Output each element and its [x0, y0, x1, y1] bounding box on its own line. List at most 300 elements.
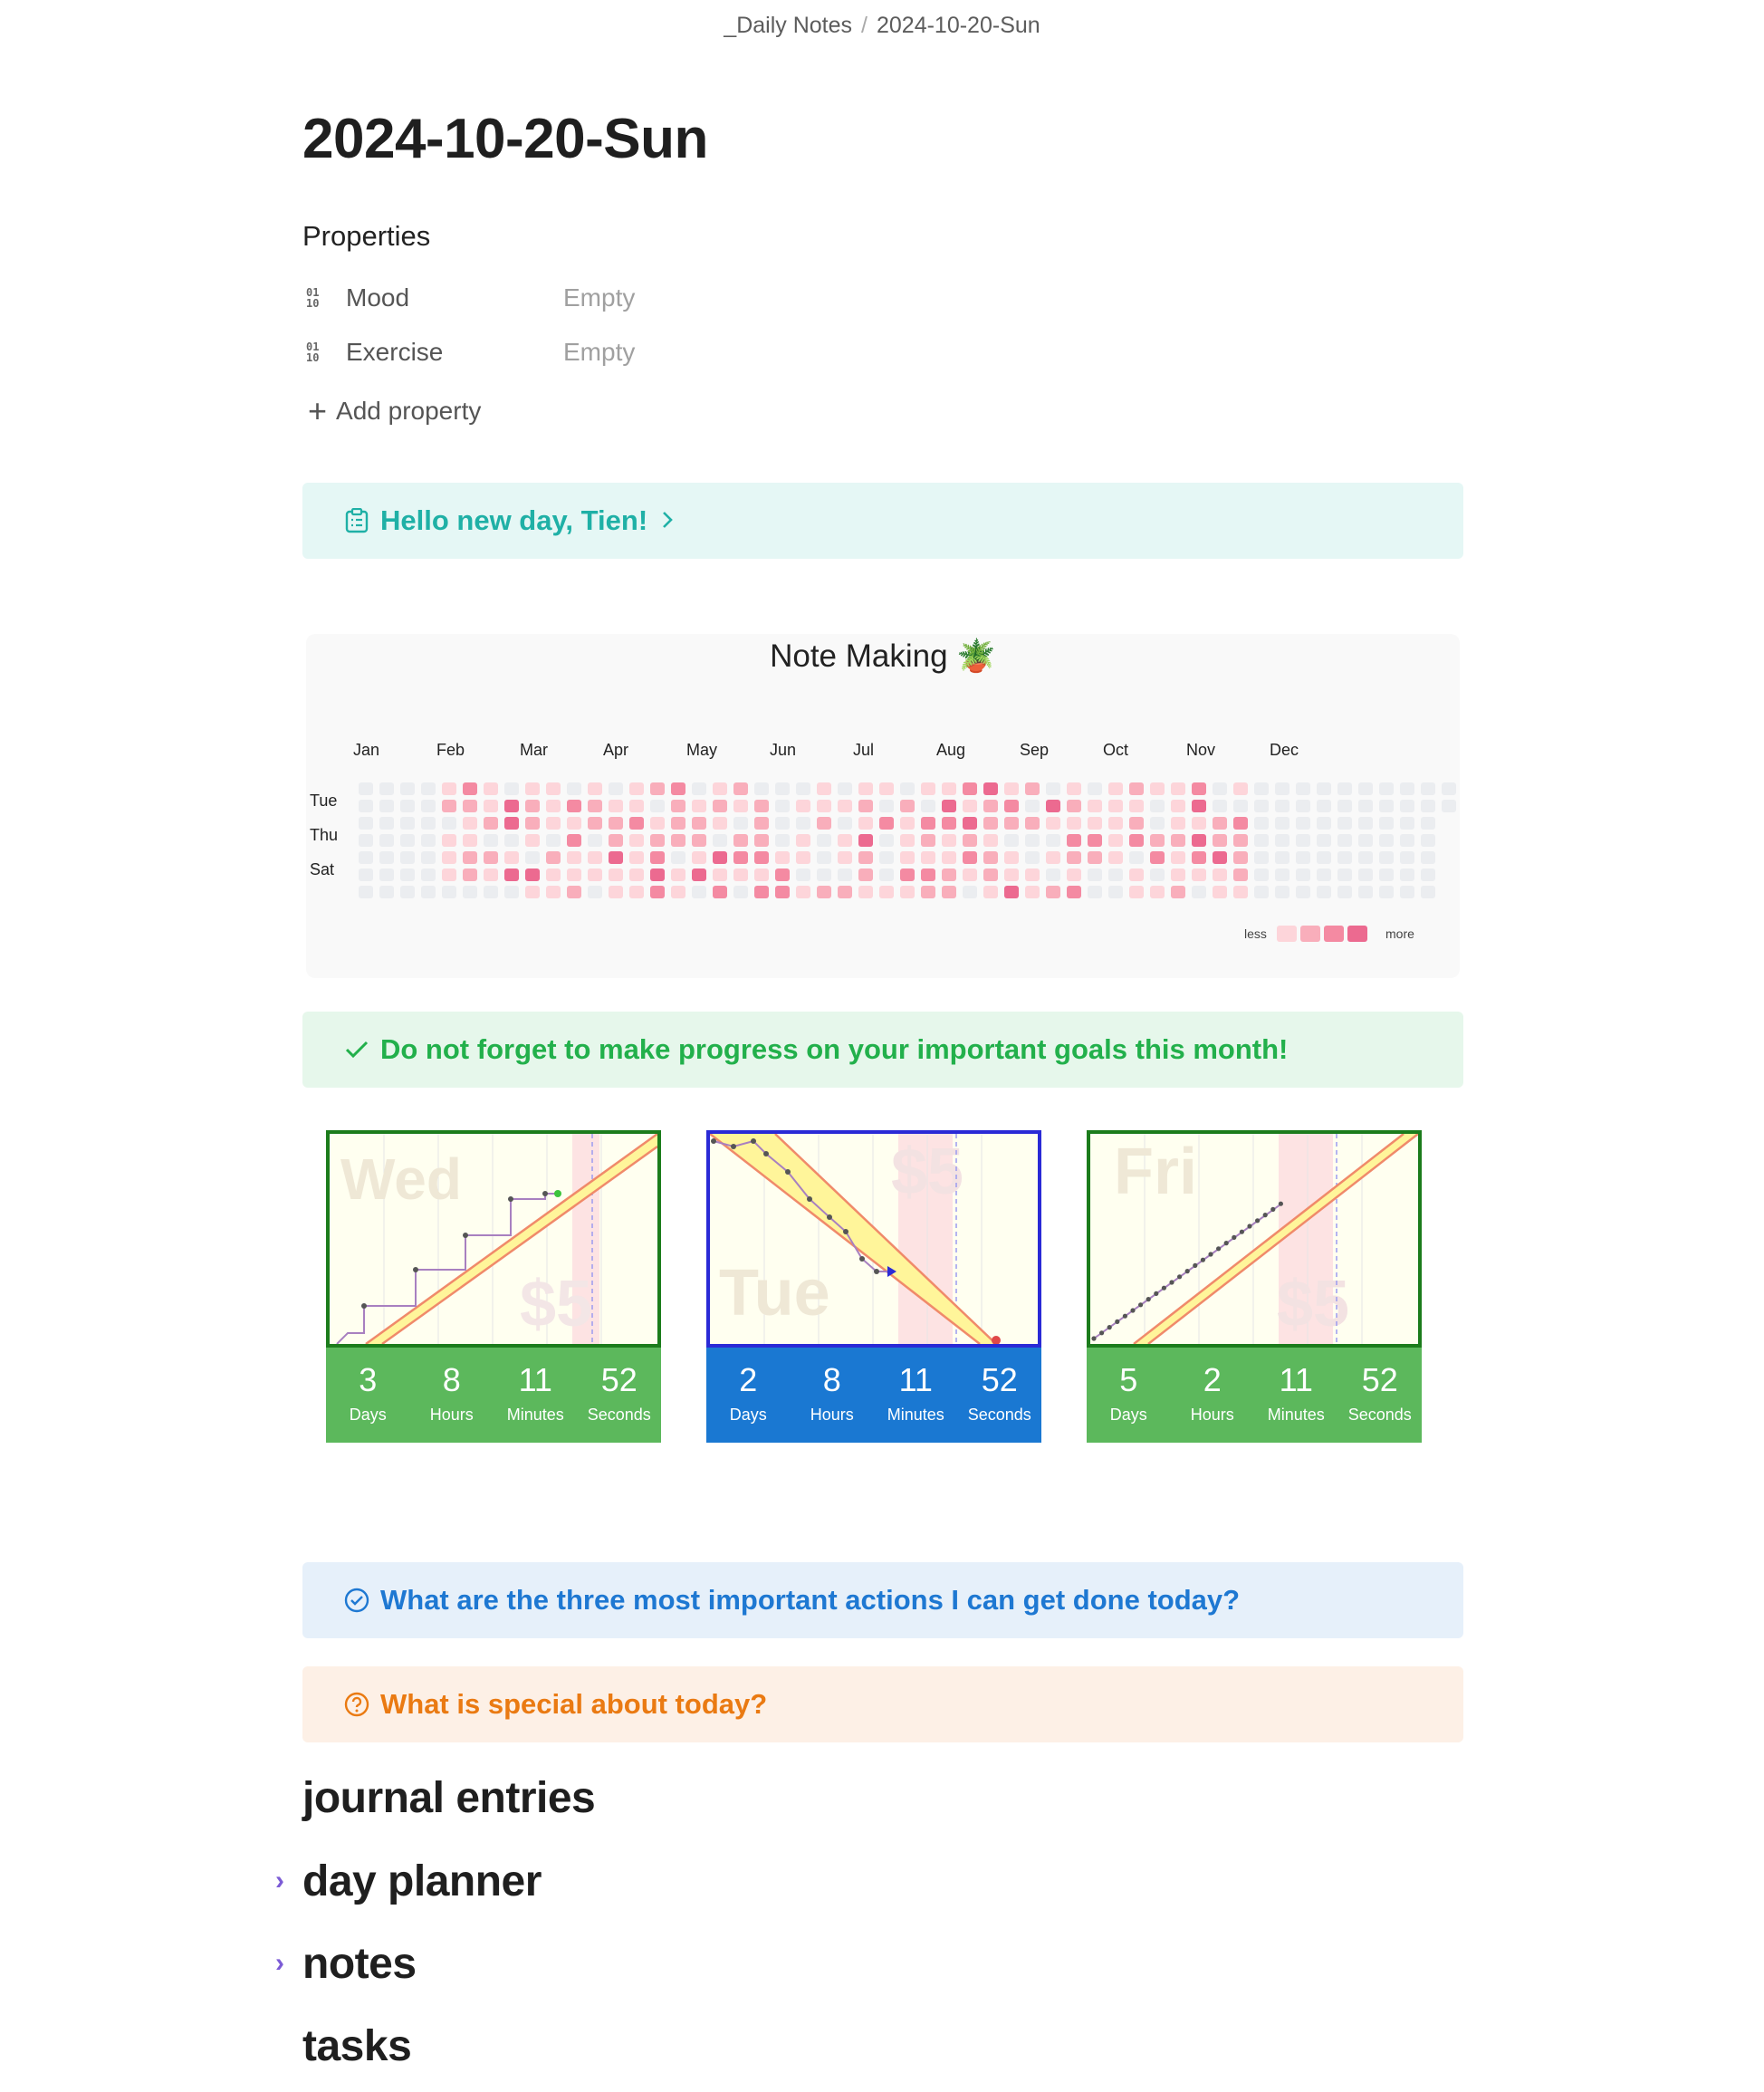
heatmap-cell[interactable]	[1317, 800, 1331, 812]
heatmap-cell[interactable]	[775, 886, 790, 898]
heatmap-cell[interactable]	[1067, 868, 1081, 881]
heatmap-cell[interactable]	[546, 817, 561, 830]
heatmap-cell[interactable]	[588, 782, 602, 795]
heatmap-cell[interactable]	[463, 834, 477, 847]
heatmap-cell[interactable]	[504, 851, 519, 864]
heatmap-cell[interactable]	[442, 817, 456, 830]
heatmap-cell[interactable]	[588, 886, 602, 898]
heatmap-cell[interactable]	[1108, 800, 1123, 812]
heatmap-cell[interactable]	[963, 817, 977, 830]
heatmap-cell[interactable]	[442, 782, 456, 795]
heatmap-cell[interactable]	[1067, 851, 1081, 864]
heatmap-cell[interactable]	[1025, 851, 1040, 864]
heatmap-cell[interactable]	[796, 868, 810, 881]
heatmap-cell[interactable]	[1108, 834, 1123, 847]
heatmap-cell[interactable]	[1317, 782, 1331, 795]
heatmap-cell[interactable]	[817, 851, 831, 864]
heatmap-cell[interactable]	[942, 817, 956, 830]
heatmap-cell[interactable]	[1129, 851, 1144, 864]
heatmap-cell[interactable]	[1296, 834, 1310, 847]
heatmap-cell[interactable]	[359, 868, 373, 881]
heatmap-cell[interactable]	[546, 800, 561, 812]
heatmap-cell[interactable]	[858, 851, 873, 864]
heatmap-cell[interactable]	[1171, 817, 1185, 830]
heatmap-cell[interactable]	[1046, 834, 1060, 847]
heatmap-cell[interactable]	[546, 782, 561, 795]
heatmap-cell[interactable]	[1088, 851, 1102, 864]
heatmap-cell[interactable]	[1213, 886, 1227, 898]
heatmap-cell[interactable]	[1108, 782, 1123, 795]
heatmap-cell[interactable]	[796, 834, 810, 847]
heatmap-cell[interactable]	[588, 817, 602, 830]
heatmap-cell[interactable]	[1192, 868, 1206, 881]
heatmap-cell[interactable]	[1337, 834, 1352, 847]
heatmap-cell[interactable]	[733, 834, 748, 847]
heatmap-cell[interactable]	[567, 782, 581, 795]
heatmap-cell[interactable]	[1400, 782, 1414, 795]
heatmap-cell[interactable]	[609, 886, 623, 898]
heatmap-cell[interactable]	[359, 886, 373, 898]
heatmap-cell[interactable]	[359, 782, 373, 795]
heatmap-cell[interactable]	[1254, 886, 1269, 898]
heatmap-cell[interactable]	[629, 782, 644, 795]
heatmap-cell[interactable]	[983, 886, 998, 898]
heatmap-cell[interactable]	[713, 886, 727, 898]
heatmap-cell[interactable]	[713, 834, 727, 847]
heatmap-cell[interactable]	[421, 834, 436, 847]
heatmap-cell[interactable]	[921, 834, 935, 847]
heatmap-cell[interactable]	[484, 851, 498, 864]
heatmap-cell[interactable]	[1150, 834, 1165, 847]
heatmap-cell[interactable]	[1046, 782, 1060, 795]
heatmap-cell[interactable]	[754, 834, 769, 847]
heatmap-cell[interactable]	[1004, 851, 1019, 864]
heatmap-cell[interactable]	[900, 851, 915, 864]
heatmap-cell[interactable]	[1129, 886, 1144, 898]
heatmap-cell[interactable]	[650, 817, 665, 830]
heatmap-cell[interactable]	[900, 800, 915, 812]
property-value[interactable]: Empty	[563, 283, 636, 312]
heatmap-cell[interactable]	[1421, 817, 1435, 830]
heatmap-cell[interactable]	[796, 851, 810, 864]
heatmap-cell[interactable]	[775, 851, 790, 864]
heatmap-cell[interactable]	[1004, 817, 1019, 830]
heatmap-cell[interactable]	[754, 851, 769, 864]
heatmap-cell[interactable]	[525, 886, 540, 898]
heatmap-cell[interactable]	[900, 782, 915, 795]
heatmap-cell[interactable]	[1088, 886, 1102, 898]
heatmap-cell[interactable]	[1317, 886, 1331, 898]
heatmap-cell[interactable]	[775, 800, 790, 812]
heatmap-cell[interactable]	[1150, 868, 1165, 881]
heatmap-cell[interactable]	[629, 868, 644, 881]
heatmap-cell[interactable]	[609, 800, 623, 812]
heatmap-cell[interactable]	[609, 868, 623, 881]
page-title[interactable]: 2024-10-20-Sun	[302, 108, 708, 170]
heatmap-cell[interactable]	[754, 782, 769, 795]
heatmap-cell[interactable]	[463, 782, 477, 795]
heatmap-cell[interactable]	[775, 868, 790, 881]
heatmap-cell[interactable]	[671, 817, 685, 830]
chevron-right-icon[interactable]: ›	[275, 1866, 284, 1895]
heatmap-cell[interactable]	[1213, 782, 1227, 795]
heatmap-cell[interactable]	[1275, 834, 1289, 847]
properties-heading[interactable]: Properties	[302, 220, 431, 252]
heatmap-cell[interactable]	[1067, 834, 1081, 847]
heatmap-cell[interactable]	[838, 834, 852, 847]
heatmap-cell[interactable]	[421, 851, 436, 864]
heatmap-cell[interactable]	[504, 782, 519, 795]
heatmap-cell[interactable]	[713, 782, 727, 795]
heatmap-cell[interactable]	[1108, 886, 1123, 898]
heatmap-cell[interactable]	[983, 800, 998, 812]
heatmap-cell[interactable]	[359, 851, 373, 864]
heatmap-cell[interactable]	[1192, 817, 1206, 830]
heatmap-cell[interactable]	[1213, 851, 1227, 864]
heatmap-cell[interactable]	[1088, 782, 1102, 795]
heatmap-cell[interactable]	[1296, 800, 1310, 812]
heatmap-cell[interactable]	[963, 851, 977, 864]
heatmap-cell[interactable]	[1192, 782, 1206, 795]
heatmap-cell[interactable]	[1379, 817, 1394, 830]
heatmap-cell[interactable]	[1129, 868, 1144, 881]
heatmap-cell[interactable]	[1192, 886, 1206, 898]
heatmap-cell[interactable]	[983, 868, 998, 881]
heatmap-cell[interactable]	[504, 886, 519, 898]
heatmap-cell[interactable]	[817, 834, 831, 847]
heatmap-cell[interactable]	[838, 868, 852, 881]
heatmap-cell[interactable]	[879, 834, 894, 847]
heatmap-cell[interactable]	[692, 834, 706, 847]
heatmap-cell[interactable]	[796, 800, 810, 812]
heatmap-cell[interactable]	[421, 782, 436, 795]
heatmap-cell[interactable]	[1213, 817, 1227, 830]
heatmap-cell[interactable]	[1358, 817, 1373, 830]
heatmap-cell[interactable]	[567, 800, 581, 812]
heatmap-cell[interactable]	[400, 834, 415, 847]
heatmap-cell[interactable]	[421, 886, 436, 898]
heatmap-cell[interactable]	[942, 834, 956, 847]
heatmap-cell[interactable]	[1108, 851, 1123, 864]
heatmap-cell[interactable]	[504, 817, 519, 830]
heatmap-cell[interactable]	[1150, 800, 1165, 812]
heatmap-cell[interactable]	[1379, 782, 1394, 795]
heatmap-cell[interactable]	[692, 868, 706, 881]
heatmap-cell[interactable]	[400, 817, 415, 830]
heatmap-cell[interactable]	[1129, 817, 1144, 830]
heatmap-cell[interactable]	[713, 800, 727, 812]
heatmap-cell[interactable]	[1171, 851, 1185, 864]
heatmap-cell[interactable]	[671, 868, 685, 881]
heatmap-cell[interactable]	[692, 782, 706, 795]
heading-tasks[interactable]: tasks	[302, 2022, 412, 2070]
heatmap-cell[interactable]	[900, 834, 915, 847]
heatmap-cell[interactable]	[379, 886, 394, 898]
heatmap-cell[interactable]	[1358, 782, 1373, 795]
heatmap-cell[interactable]	[546, 868, 561, 881]
heatmap-cell[interactable]	[546, 851, 561, 864]
heatmap-cell[interactable]	[650, 834, 665, 847]
heatmap-cell[interactable]	[879, 851, 894, 864]
heatmap-cell[interactable]	[463, 817, 477, 830]
chevron-right-icon[interactable]: ›	[275, 1948, 284, 1978]
heatmap-cell[interactable]	[1337, 782, 1352, 795]
heatmap-cell[interactable]	[1233, 800, 1248, 812]
heatmap-cell[interactable]	[1379, 868, 1394, 881]
heatmap-cell[interactable]	[1171, 886, 1185, 898]
heatmap-cell[interactable]	[400, 851, 415, 864]
heatmap-cell[interactable]	[921, 817, 935, 830]
heatmap-cell[interactable]	[796, 886, 810, 898]
heatmap-cell[interactable]	[713, 868, 727, 881]
heatmap-cell[interactable]	[1358, 800, 1373, 812]
heatmap-cell[interactable]	[609, 851, 623, 864]
heatmap-cell[interactable]	[1337, 886, 1352, 898]
heatmap-cell[interactable]	[1337, 851, 1352, 864]
heatmap-cell[interactable]	[1442, 800, 1456, 812]
heatmap-cell[interactable]	[1213, 868, 1227, 881]
heatmap-cell[interactable]	[650, 782, 665, 795]
heatmap-cell[interactable]	[421, 817, 436, 830]
heatmap-cell[interactable]	[1108, 868, 1123, 881]
heatmap-cell[interactable]	[921, 886, 935, 898]
heatmap-cell[interactable]	[379, 868, 394, 881]
heatmap-cell[interactable]	[379, 817, 394, 830]
heatmap-cell[interactable]	[1317, 817, 1331, 830]
add-property-button[interactable]	[302, 392, 482, 429]
heatmap-cell[interactable]	[858, 817, 873, 830]
heatmap-cell[interactable]	[983, 817, 998, 830]
heatmap-cell[interactable]	[1192, 851, 1206, 864]
heatmap-cell[interactable]	[1171, 834, 1185, 847]
heatmap-cell[interactable]	[1421, 782, 1435, 795]
heatmap-cell[interactable]	[400, 782, 415, 795]
heatmap-cell[interactable]	[1108, 817, 1123, 830]
heatmap-cell[interactable]	[629, 817, 644, 830]
heatmap-cell[interactable]	[650, 851, 665, 864]
heatmap-cell[interactable]	[442, 800, 456, 812]
heatmap-cell[interactable]	[1150, 886, 1165, 898]
heatmap-cell[interactable]	[442, 851, 456, 864]
heatmap-cell[interactable]	[1129, 800, 1144, 812]
heatmap-cell[interactable]	[400, 886, 415, 898]
heatmap-cell[interactable]	[1150, 851, 1165, 864]
heatmap-cell[interactable]	[379, 782, 394, 795]
heatmap-cell[interactable]	[733, 817, 748, 830]
heatmap-cell[interactable]	[504, 834, 519, 847]
heatmap-cell[interactable]	[838, 782, 852, 795]
heatmap-cell[interactable]	[567, 834, 581, 847]
heatmap-cell[interactable]	[754, 800, 769, 812]
heatmap-cell[interactable]	[817, 868, 831, 881]
heatmap-cell[interactable]	[983, 851, 998, 864]
heatmap-cell[interactable]	[817, 886, 831, 898]
heatmap-cell[interactable]	[442, 886, 456, 898]
heatmap-cell[interactable]	[1192, 800, 1206, 812]
heatmap-cell[interactable]	[942, 782, 956, 795]
heatmap-cell[interactable]	[609, 782, 623, 795]
heatmap-cell[interactable]	[1192, 834, 1206, 847]
heatmap-cell[interactable]	[942, 886, 956, 898]
heatmap-cell[interactable]	[838, 886, 852, 898]
heatmap-cell[interactable]	[1379, 834, 1394, 847]
heatmap-cell[interactable]	[1337, 800, 1352, 812]
heatmap-cell[interactable]	[1025, 868, 1040, 881]
heatmap-cell[interactable]	[1004, 868, 1019, 881]
heatmap-cell[interactable]	[671, 782, 685, 795]
heatmap-cell[interactable]	[1379, 800, 1394, 812]
heatmap-cell[interactable]	[1213, 800, 1227, 812]
heatmap-cell[interactable]	[1067, 886, 1081, 898]
heatmap-cell[interactable]	[671, 886, 685, 898]
heatmap-cell[interactable]	[963, 868, 977, 881]
heatmap-cell[interactable]	[963, 800, 977, 812]
heatmap-cell[interactable]	[359, 817, 373, 830]
heatmap-cell[interactable]	[546, 834, 561, 847]
heatmap-cell[interactable]	[1442, 782, 1456, 795]
heatmap-cell[interactable]	[1171, 782, 1185, 795]
heatmap-cell[interactable]	[1296, 782, 1310, 795]
heatmap-cell[interactable]	[1067, 800, 1081, 812]
heatmap-cell[interactable]	[504, 868, 519, 881]
heatmap-cell[interactable]	[1296, 817, 1310, 830]
heatmap-cell[interactable]	[379, 800, 394, 812]
heatmap-cell[interactable]	[588, 851, 602, 864]
heatmap-cell[interactable]	[650, 886, 665, 898]
heatmap-cell[interactable]	[1421, 851, 1435, 864]
heatmap-cell[interactable]	[963, 886, 977, 898]
heatmap-cell[interactable]	[983, 782, 998, 795]
heatmap-cell[interactable]	[671, 851, 685, 864]
heatmap-cell[interactable]	[1025, 817, 1040, 830]
heatmap-cell[interactable]	[879, 817, 894, 830]
heatmap-cell[interactable]	[1171, 868, 1185, 881]
heatmap-cell[interactable]	[609, 817, 623, 830]
heatmap-cell[interactable]	[463, 851, 477, 864]
callout-special[interactable]	[302, 1666, 1463, 1742]
heatmap-cell[interactable]	[1233, 851, 1248, 864]
heatmap-cell[interactable]	[879, 782, 894, 795]
heatmap-cell[interactable]	[733, 800, 748, 812]
heatmap-cell[interactable]	[1421, 886, 1435, 898]
heatmap-cell[interactable]	[838, 800, 852, 812]
heatmap-cell[interactable]	[1379, 886, 1394, 898]
heatmap-cell[interactable]	[1067, 817, 1081, 830]
heatmap-cell[interactable]	[1088, 834, 1102, 847]
heatmap-cell[interactable]	[1421, 834, 1435, 847]
heatmap-cell[interactable]	[921, 868, 935, 881]
heatmap-cell[interactable]	[1233, 782, 1248, 795]
heatmap-cell[interactable]	[921, 851, 935, 864]
heatmap-cell[interactable]	[525, 800, 540, 812]
heatmap-cell[interactable]	[379, 851, 394, 864]
heatmap-cell[interactable]	[796, 782, 810, 795]
heatmap-cell[interactable]	[671, 834, 685, 847]
heatmap-cell[interactable]	[588, 800, 602, 812]
heatmap-cell[interactable]	[525, 782, 540, 795]
property-mood[interactable]	[302, 275, 846, 321]
heatmap-cell[interactable]	[1400, 886, 1414, 898]
heatmap-cell[interactable]	[1213, 834, 1227, 847]
heatmap-cell[interactable]	[1004, 886, 1019, 898]
heatmap-cell[interactable]	[900, 886, 915, 898]
heatmap-cell[interactable]	[733, 782, 748, 795]
heatmap-cell[interactable]	[858, 800, 873, 812]
heatmap-cell[interactable]	[692, 817, 706, 830]
heatmap-cell[interactable]	[1317, 868, 1331, 881]
heatmap-cell[interactable]	[567, 851, 581, 864]
heatmap-cell[interactable]	[775, 782, 790, 795]
heatmap-cell[interactable]	[879, 868, 894, 881]
heatmap-cell[interactable]	[629, 800, 644, 812]
heatmap-cell[interactable]	[1275, 886, 1289, 898]
heatmap-cell[interactable]	[1004, 782, 1019, 795]
heatmap-cell[interactable]	[1400, 817, 1414, 830]
heatmap-cell[interactable]	[484, 782, 498, 795]
heatmap-cell[interactable]	[1150, 817, 1165, 830]
callout-hello[interactable]	[302, 483, 1463, 559]
property-exercise[interactable]	[302, 330, 846, 375]
heatmap-cell[interactable]	[900, 868, 915, 881]
heatmap-cell[interactable]	[692, 886, 706, 898]
heatmap-cell[interactable]	[963, 834, 977, 847]
heatmap-cell[interactable]	[1088, 817, 1102, 830]
heatmap-cell[interactable]	[858, 886, 873, 898]
heatmap-cell[interactable]	[1296, 886, 1310, 898]
heatmap-cell[interactable]	[1046, 886, 1060, 898]
heatmap-cell[interactable]	[609, 834, 623, 847]
heatmap-cell[interactable]	[629, 886, 644, 898]
heatmap-cell[interactable]	[1317, 834, 1331, 847]
heatmap-cell[interactable]	[796, 817, 810, 830]
heatmap-cell[interactable]	[1379, 851, 1394, 864]
heading-journal-entries[interactable]: journal entries	[302, 1774, 596, 1822]
heatmap-cell[interactable]	[963, 782, 977, 795]
heatmap-cell[interactable]	[359, 800, 373, 812]
heatmap-cell[interactable]	[1317, 851, 1331, 864]
heatmap-cell[interactable]	[1296, 868, 1310, 881]
heatmap-cell[interactable]	[942, 851, 956, 864]
callout-goals[interactable]	[302, 1012, 1463, 1088]
heatmap-cell[interactable]	[588, 834, 602, 847]
heatmap-cell[interactable]	[713, 851, 727, 864]
heatmap-cell[interactable]	[629, 851, 644, 864]
heatmap-cell[interactable]	[1171, 800, 1185, 812]
heatmap-cell[interactable]	[1233, 817, 1248, 830]
heatmap-cell[interactable]	[588, 868, 602, 881]
heatmap-cell[interactable]	[942, 868, 956, 881]
heatmap-cell[interactable]	[1358, 851, 1373, 864]
heatmap-cell[interactable]	[1358, 868, 1373, 881]
heatmap-cell[interactable]	[1358, 834, 1373, 847]
heatmap-cell[interactable]	[359, 834, 373, 847]
heatmap-cell[interactable]	[900, 817, 915, 830]
heatmap-cell[interactable]	[400, 868, 415, 881]
heatmap-cell[interactable]	[1067, 782, 1081, 795]
heatmap-cell[interactable]	[1254, 817, 1269, 830]
heatmap-cell[interactable]	[1254, 868, 1269, 881]
heatmap-cell[interactable]	[1254, 782, 1269, 795]
heatmap-cell[interactable]	[942, 800, 956, 812]
heatmap-cell[interactable]	[1004, 834, 1019, 847]
heatmap-cell[interactable]	[629, 834, 644, 847]
heatmap-cell[interactable]	[567, 868, 581, 881]
heading-notes[interactable]	[275, 1939, 417, 1989]
heatmap-cell[interactable]	[733, 886, 748, 898]
heatmap-cell[interactable]	[1275, 817, 1289, 830]
heatmap-cell[interactable]	[1296, 851, 1310, 864]
heatmap-cell[interactable]	[1400, 868, 1414, 881]
